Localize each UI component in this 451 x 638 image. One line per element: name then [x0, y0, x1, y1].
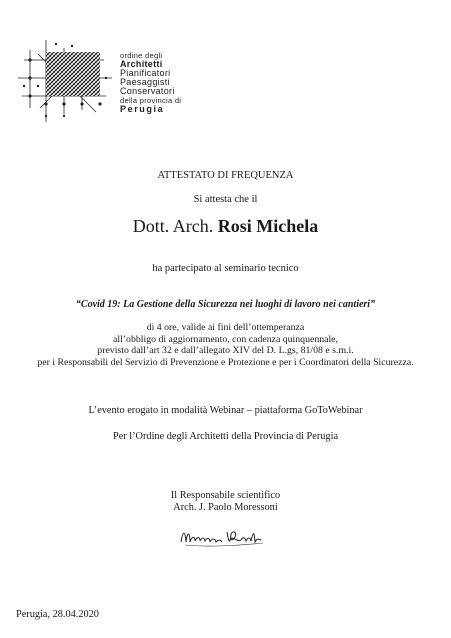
logo-line: ordine degli [120, 51, 163, 60]
ordine-line: Per l’Ordine degli Architetti della Provincia di Perugia [112, 431, 339, 442]
order-logo-mark [16, 38, 114, 124]
attesta-line: Si attesta che il [193, 194, 258, 205]
signature [175, 522, 275, 552]
order-logo [16, 38, 186, 124]
logo-line: della provincia di [120, 96, 182, 105]
participation-line: ha partecipato al seminario tecnico [152, 263, 299, 274]
event-line: L’evento erogato in modalità Webinar – piattaforma GoToWebinar [88, 405, 363, 416]
logo-line: Perugia [120, 104, 165, 114]
detail-line: per i Responsabili del Servizio di Prevenzione e Protezione e per i Coordinatori della Sicurezza. [37, 356, 414, 368]
order-logo-text [120, 51, 181, 114]
logo-line: Architetti [120, 59, 163, 69]
recipient-prefix: Dott. Arch. [132, 216, 214, 236]
recipient-surname-name: Rosi Michela [217, 216, 319, 236]
detail-line: all’obbligo di aggiornamento, con cadenza quinquennale, [113, 333, 338, 345]
detail-line: previsto dall’art 32 e dall’allegato XIV del D. L.gs, 81/08 e s.m.i. [97, 345, 354, 357]
course-details [0, 322, 451, 368]
certificate-heading: ATTESTATO DI FREQUENZA [157, 170, 294, 181]
logo-line: Conservatori [120, 86, 175, 96]
course-title: “Covid 19: La Gestione della Sicurezza nei luoghi di lavoro nei cantieri” [75, 299, 376, 310]
logo-line: Pianificatori [120, 68, 171, 78]
recipient-name [0, 216, 451, 237]
logo-line: Paesaggisti [120, 77, 170, 87]
responsible-name: Arch. J. Paolo Moressoni [173, 502, 278, 513]
responsible-title: Il Responsabile scientifico [170, 490, 281, 501]
detail-line: di 4 ore, valide ai fini dell’ottemperanza [146, 322, 305, 333]
place-date: Perugia, 28.04.2020 [16, 609, 99, 620]
